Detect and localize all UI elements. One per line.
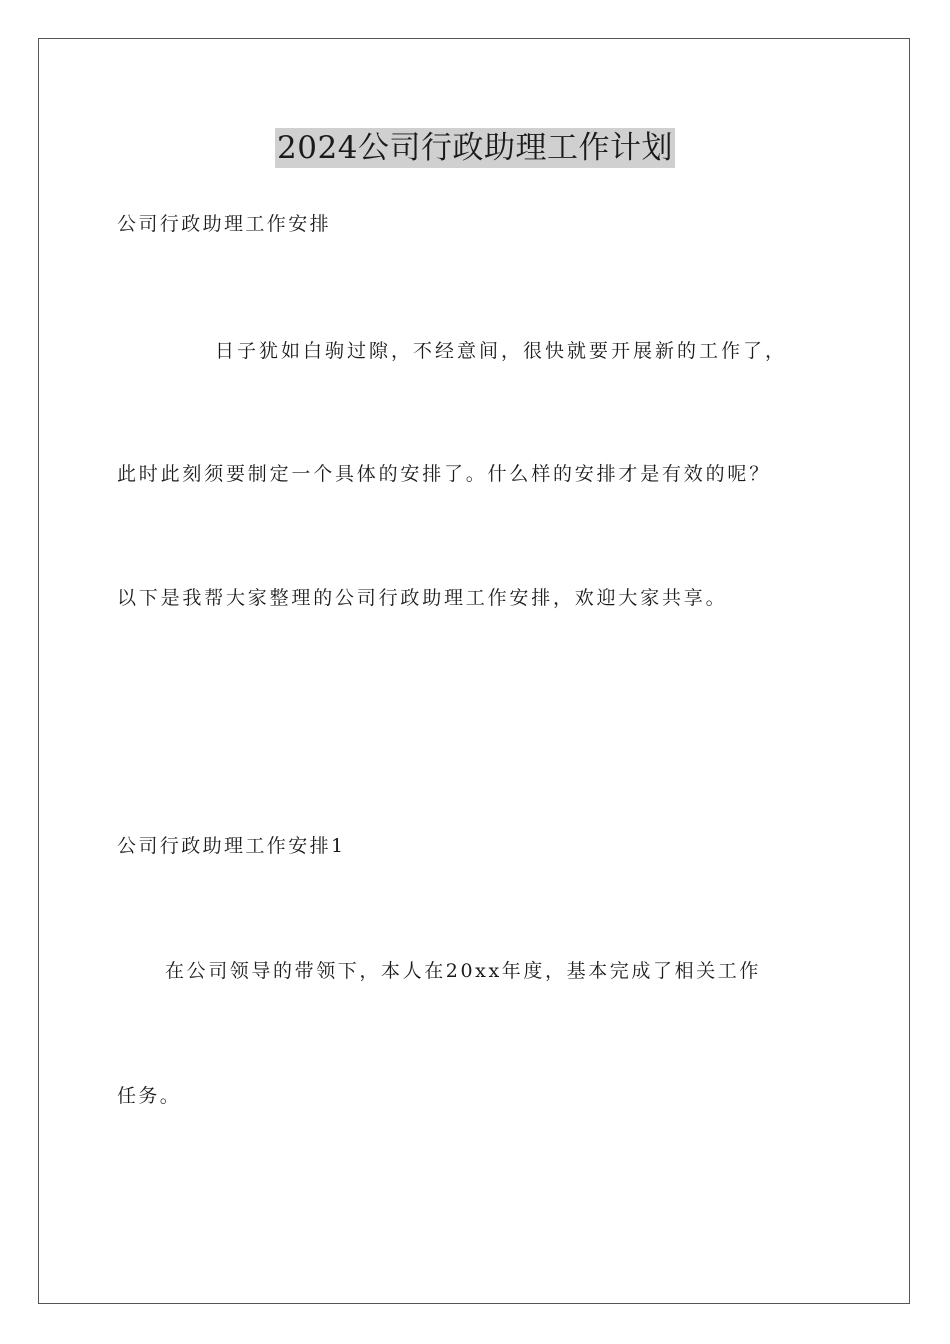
section-heading[interactable]: 公司行政助理工作安排 [117,213,332,235]
title-container [0,128,950,168]
paragraph-line[interactable]: 在公司领导的带领下，本人在20xx年度，基本完成了相关工作 [165,960,762,982]
document-title[interactable]: 2024公司行政助理工作计划 [277,130,673,166]
paragraph-line[interactable]: 此时此刻须要制定一个具体的安排了。什么样的安排才是有效的呢？ [117,463,772,485]
paragraph-line[interactable]: 日子犹如白驹过隙，不经意间，很快就要开展新的工作了， [215,340,788,362]
section-heading-1[interactable]: 公司行政助理工作安排1 [117,835,346,857]
paragraph-line[interactable]: 任务。 [117,1085,182,1107]
paragraph-line[interactable]: 以下是我帮大家整理的公司行政助理工作安排，欢迎大家共享。 [117,587,728,609]
